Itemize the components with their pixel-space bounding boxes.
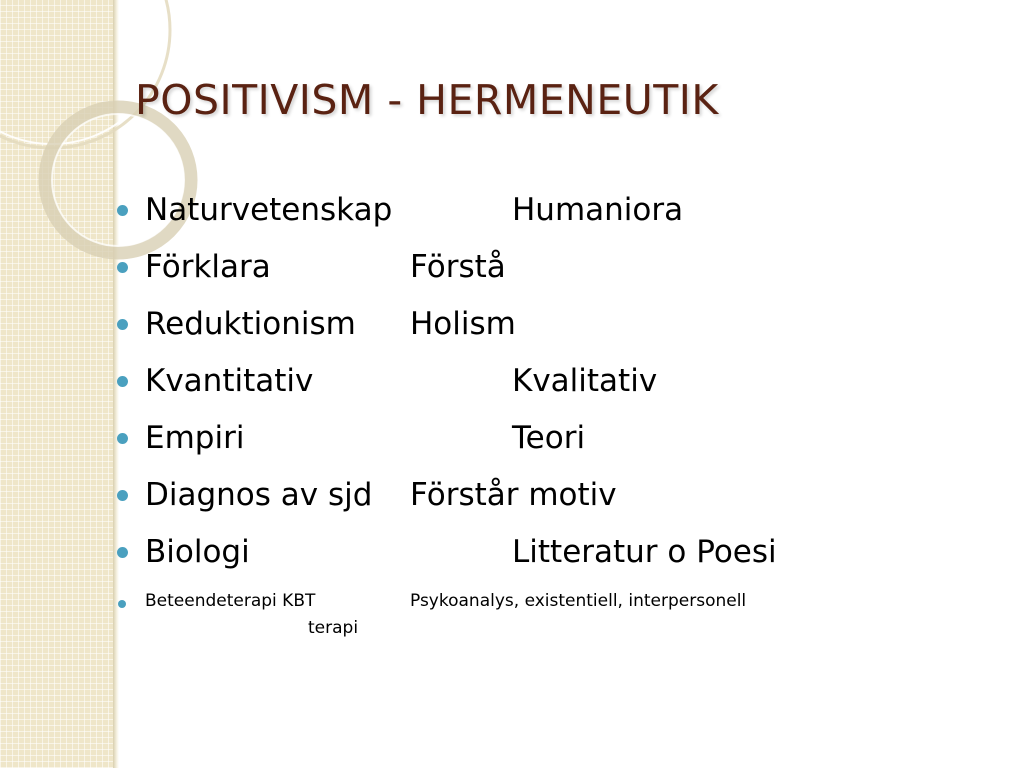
list-item xyxy=(0,243,1024,293)
list-item xyxy=(0,186,1024,236)
right-term: Förstår motiv xyxy=(410,477,617,513)
bullet-icon xyxy=(117,205,128,216)
left-term: Diagnos av sjd xyxy=(145,477,373,513)
list-item xyxy=(0,528,1024,578)
right-term: Holism xyxy=(410,306,516,342)
list-item xyxy=(0,471,1024,521)
list-item xyxy=(0,588,1024,648)
bullet-icon xyxy=(117,319,128,330)
right-term: Teori xyxy=(512,420,586,456)
right-term: Förstå xyxy=(410,249,506,285)
left-term: Förklara xyxy=(145,249,271,285)
left-term: Beteendeterapi KBT xyxy=(145,591,316,611)
bullet-icon xyxy=(117,547,128,558)
continuation-text: terapi xyxy=(308,618,359,638)
slide-title: POSITIVISM - HERMENEUTIK xyxy=(135,76,719,124)
left-term: Reduktionism xyxy=(145,306,356,342)
left-term: Naturvetenskap xyxy=(145,192,393,228)
right-term: Humaniora xyxy=(512,192,684,228)
list-item xyxy=(0,357,1024,407)
left-term: Kvantitativ xyxy=(145,363,314,399)
left-term: Biologi xyxy=(145,534,250,570)
bullet-icon xyxy=(117,376,128,387)
right-term: Litteratur o Poesi xyxy=(512,534,777,570)
bullet-icon xyxy=(117,490,128,501)
left-term: Empiri xyxy=(145,420,245,456)
list-item xyxy=(0,300,1024,350)
list-item xyxy=(0,414,1024,464)
right-term: Psykoanalys, existentiell, interpersonell xyxy=(410,591,747,611)
bullet-icon xyxy=(118,600,126,608)
bullet-icon xyxy=(117,433,128,444)
right-term: Kvalitativ xyxy=(512,363,658,399)
bullet-icon xyxy=(117,262,128,273)
